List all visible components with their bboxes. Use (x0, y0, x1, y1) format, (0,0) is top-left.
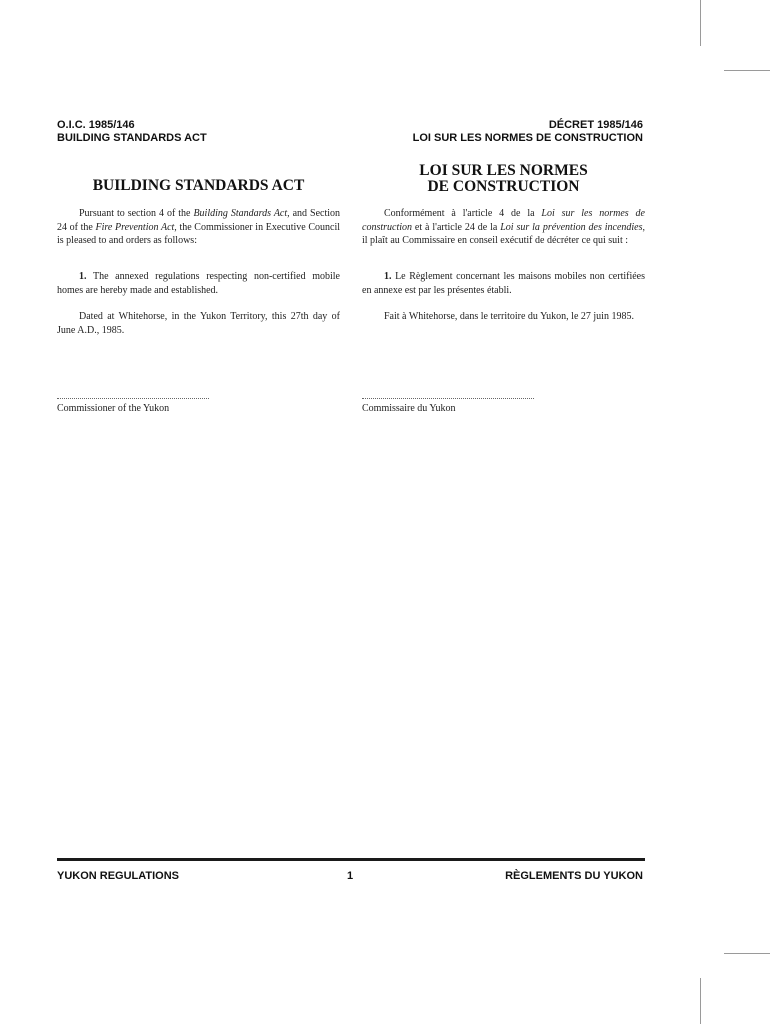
french-section-1 (362, 270, 645, 297)
section-number: 1. (79, 271, 87, 282)
french-signature-label: Commissaire du Yukon (362, 403, 456, 414)
header-left (57, 119, 207, 145)
french-signature-line (362, 398, 534, 399)
english-signature-line (57, 398, 209, 399)
footer-left: YUKON REGULATIONS (57, 870, 180, 882)
french-title-line1: LOI SUR LES NORMES (419, 162, 588, 179)
preamble-text: , il plaît au Commissaire en conseil exécutif de décréter ce qui suit : (362, 221, 646, 246)
section-text: Le Règlement concernant les maisons mobiles non certifiées en annexe est par les présentes établi. (362, 271, 645, 296)
english-title: BUILDING STANDARDS ACT (92, 177, 305, 194)
act-citation: Loi sur les normes de construction (362, 208, 645, 233)
preamble-text: Pursuant to section 4 of the (79, 208, 194, 219)
decret-number: DÉCRET 1985/146 (548, 119, 643, 131)
section-text: The annexed regulations respecting non-certified mobile homes are hereby made and established. (57, 271, 340, 296)
act-citation: Building Standards Act, (193, 208, 290, 219)
act-name: BUILDING STANDARDS ACT (57, 132, 207, 144)
french-title-line2: DE CONSTRUCTION (427, 178, 580, 195)
loi-name: LOI SUR LES NORMES DE CONSTRUCTION (412, 132, 643, 144)
preamble-text: et à l'article 24 de la (412, 221, 501, 233)
page-number: 1 (347, 870, 354, 882)
english-dated: Dated at Whitehorse, in the Yukon Territory, this 27th day of June A.D., 1985. (57, 311, 340, 336)
crop-mark-bottom-vertical (700, 978, 701, 1024)
act-citation: Fire Prevention Act (95, 221, 175, 233)
french-column-section (362, 270, 645, 297)
header-right (413, 119, 643, 145)
french-dated: Fait à Whitehorse, dans le territoire du Yukon, le 27 juin 1985. (384, 311, 634, 322)
french-column (362, 207, 645, 248)
order-number: O.I.C. 1985/146 (57, 119, 135, 131)
footer-right: RÈGLEMENTS DU YUKON (505, 870, 643, 882)
preamble-text: Conformément à l'article 4 de la (384, 208, 542, 219)
preamble-text: and Section 24 of the (57, 208, 341, 233)
crop-mark-top-horizontal (724, 70, 770, 71)
french-preamble (362, 207, 645, 248)
french-title (362, 163, 645, 195)
act-citation: Loi sur la prévention des incendies (500, 221, 643, 233)
english-preamble (57, 207, 340, 248)
english-section-1 (57, 270, 340, 297)
preamble-text: , the Commissioner in Executive Council is pleased to and orders as follows: (57, 221, 341, 246)
english-column-dated (57, 310, 340, 337)
english-column (57, 207, 340, 248)
english-column-section (57, 270, 340, 297)
french-column-dated (362, 310, 645, 324)
footer-rule (57, 858, 645, 861)
english-signature-label: Commissioner of the Yukon (57, 403, 170, 414)
crop-mark-top-vertical (700, 0, 701, 46)
crop-mark-bottom-horizontal (724, 953, 770, 954)
section-number: 1. (384, 271, 392, 282)
